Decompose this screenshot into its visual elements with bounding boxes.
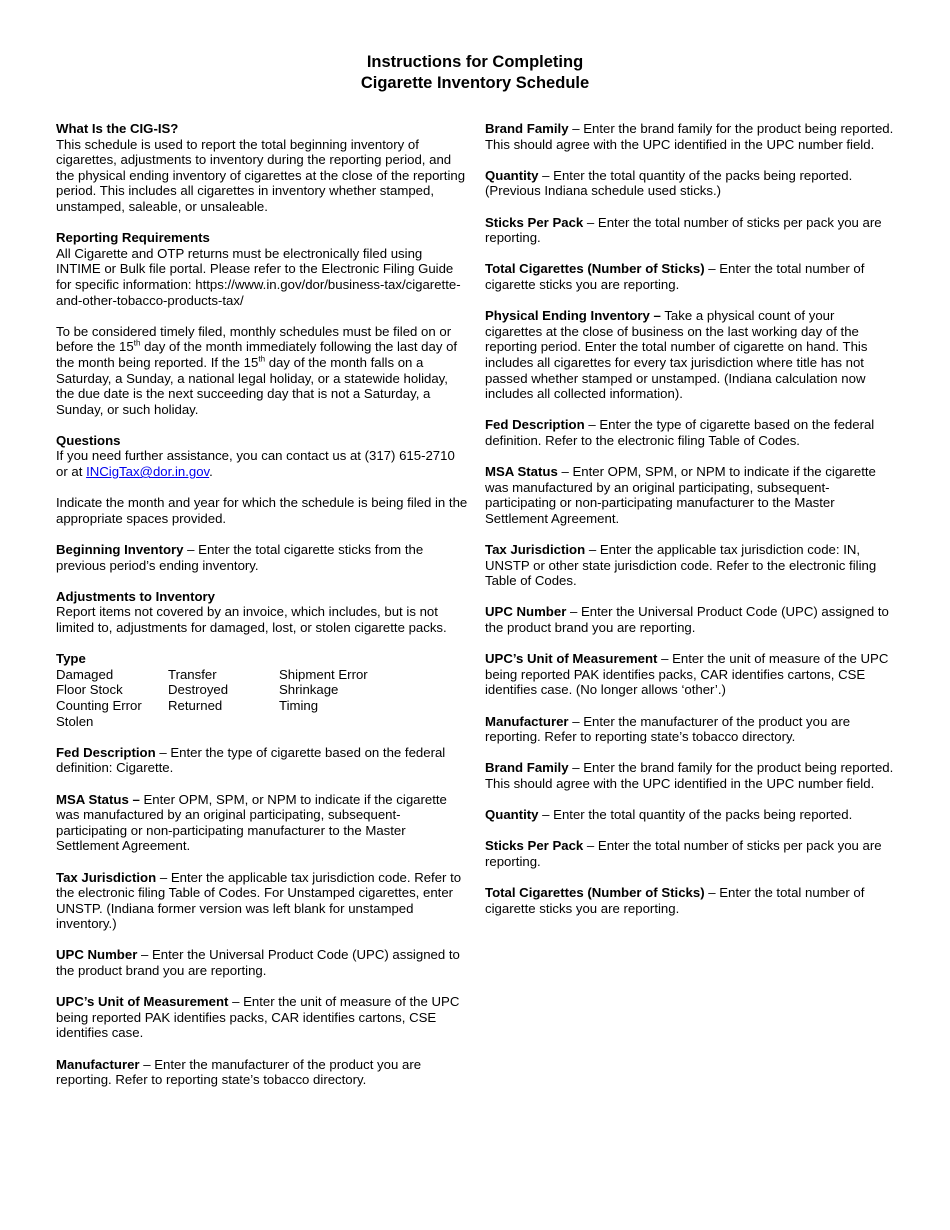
field-term: MSA Status – <box>56 791 140 807</box>
field-description: Enter OPM, SPM, or NPM to indicate if the cigarette was manufactured by an original participating, subsequent-participating or non-participating manufacturer to the Master Settlement Agreement. <box>56 791 447 854</box>
field-fed-description <box>56 745 468 776</box>
field-term: Beginning Inventory <box>56 542 184 558</box>
paragraph-timely-filed <box>56 324 468 418</box>
type-item: Stolen <box>56 713 94 729</box>
superscript: th <box>258 354 266 364</box>
section-what-is <box>56 121 468 215</box>
field-msa-status <box>56 792 468 854</box>
field-upc-unit-of-measurement <box>485 651 895 698</box>
type-item: Shrinkage <box>279 682 339 698</box>
field-term: Manufacturer <box>56 1056 140 1072</box>
section-heading: Reporting Requirements <box>56 230 210 246</box>
type-item: Damaged <box>56 666 114 682</box>
field-term: Physical Ending Inventory – <box>485 308 661 324</box>
field-upc-number <box>56 947 468 978</box>
field-total-cigarettes <box>485 261 895 292</box>
field-description: – Enter the unit of measure of the UPC being reported PAK identifies packs, CAR identifies cartons, CSE identifies case. <box>56 994 460 1041</box>
field-brand-family <box>485 760 895 791</box>
field-description: – Enter the total cigarette sticks from the previous period’s ending inventory. <box>56 542 424 573</box>
section-heading: Type <box>56 651 86 667</box>
title-line-1: Instructions for Completing <box>366 53 584 71</box>
field-description: – Enter the total number of sticks per pack you are reporting. <box>485 838 882 869</box>
superscript: th <box>133 338 141 348</box>
text: day of the month falls on a Saturday, a Sunday, a national legal holiday, or a statewide holiday, the due date is the next succeeding day that is not a Saturday, a Sunday, or such holiday. <box>56 354 448 417</box>
field-term: Brand Family <box>485 760 569 776</box>
type-list <box>56 667 468 729</box>
field-description: – Enter the unit of measure of the UPC being reported PAK identifies packs, CAR identifies cartons, CSE identifies case. (No longer allows ‘other’.) <box>485 651 889 698</box>
field-term: Sticks Per Pack <box>485 214 584 230</box>
field-description: – Enter the total number of cigarette sticks you are reporting. <box>485 261 865 292</box>
field-manufacturer <box>485 714 895 745</box>
type-item: Transfer <box>168 666 217 682</box>
field-physical-ending-inventory <box>485 308 895 402</box>
type-item: Returned <box>168 697 223 713</box>
field-description: – Enter the type of cigarette based on the federal definition: Cigarette. <box>56 744 446 776</box>
field-tax-jurisdiction <box>485 542 895 589</box>
section-adjustments <box>56 589 468 636</box>
section-heading: What Is the CIG-IS? <box>56 121 179 136</box>
field-description: – Enter the brand family for the product being reported. This should agree with the UPC identified in the UPC number field. <box>485 760 894 791</box>
field-description: Take a physical count of your cigarettes at the close of business on the last working day of the reporting period. Enter the total number of cigarette on hand. This includes all cigarettes for every tax jurisdiction where title has not passed whether stamped or unstamped. (Indiana calculation now includes all collected information). <box>485 308 868 402</box>
field-description: – Enter the manufacturer of the product you are reporting. Refer to reporting state’s tobacco directory. <box>56 1056 422 1088</box>
field-description: – Enter OPM, SPM, or NPM to indicate if the cigarette was manufactured by an original participating, subsequent-participating or non-participating manufacturer to the Master Settlement Agreement. <box>485 464 876 526</box>
email-link[interactable]: INCigTax@dor.in.gov <box>86 464 210 480</box>
section-heading: Adjustments to Inventory <box>56 588 215 604</box>
field-fed-description <box>485 417 895 448</box>
field-description: – Enter the total number of cigarette sticks you are reporting. <box>485 885 865 916</box>
text: . <box>209 464 213 480</box>
section-heading: Questions <box>56 432 121 448</box>
field-quantity <box>485 807 895 823</box>
field-term: Total Cigarettes (Number of Sticks) <box>485 885 705 901</box>
paragraph-indicate-month: Indicate the month and year for which the schedule is being filed in the appropriate spaces provided. <box>56 495 468 526</box>
field-quantity <box>485 168 895 199</box>
field-term: UPC Number <box>56 947 138 963</box>
field-description: – Enter the total quantity of the packs being reported. (Previous Indiana schedule used sticks.) <box>485 167 853 199</box>
type-item: Destroyed <box>168 682 229 698</box>
field-upc-unit-of-measurement <box>56 994 468 1041</box>
section-reporting-requirements <box>56 230 468 308</box>
field-term: Fed Description <box>56 744 156 760</box>
type-item: Timing <box>279 697 319 713</box>
field-beginning-inventory <box>56 542 468 573</box>
field-sticks-per-pack <box>485 215 895 246</box>
field-brand-family <box>485 121 895 152</box>
field-term: UPC’s Unit of Measurement <box>485 651 658 667</box>
field-description: – Enter the total number of sticks per pack you are reporting. <box>485 214 882 246</box>
field-term: Quantity <box>485 807 539 823</box>
field-msa-status <box>485 464 895 526</box>
section-body: This schedule is used to report the total beginning inventory of cigarettes, adjustments to inventory during the reporting period, and the physical ending inventory of cigarettes at the close of the reporting period. This includes all cigarettes in inventory whether stamped, unstamped, saleable, or unsaleable. <box>56 136 466 214</box>
section-type <box>56 651 468 729</box>
section-questions <box>56 433 468 480</box>
field-description: – Enter the total quantity of the packs being reported. <box>538 807 853 823</box>
field-description: – Enter the applicable tax jurisdiction code: IN, UNSTP or other state jurisdiction code. Refer to the electronic filing Table of Codes. <box>485 542 877 589</box>
text: To be considered timely filed, monthly schedules must be filed on or before the 15 <box>56 323 452 355</box>
field-description: – Enter the Universal Product Code (UPC) assigned to the product brand you are reporting. <box>485 604 889 635</box>
title-line-2: Cigarette Inventory Schedule <box>360 74 590 92</box>
field-description: – Enter the applicable tax jurisdiction code. Refer to the electronic filing Table of Codes. For Unstamped cigarettes, enter UNSTP. (Indiana former version was left blank for unstamped inventory.) <box>56 869 462 932</box>
field-term: Tax Jurisdiction <box>56 869 157 885</box>
field-total-cigarettes <box>485 885 895 916</box>
field-description: – Enter the Universal Product Code (UPC) assigned to the product brand you are reporting. <box>56 947 460 979</box>
field-term: Total Cigarettes (Number of Sticks) <box>485 261 705 277</box>
section-body: Report items not covered by an invoice, which includes, but is not limited to, adjustments for damaged, lost, or stolen cigarette packs. <box>56 604 447 635</box>
type-item: Shipment Error <box>279 666 368 682</box>
field-term: Quantity <box>485 167 539 183</box>
left-column <box>56 121 468 1103</box>
type-item: Counting Error <box>56 697 142 713</box>
field-upc-number <box>485 604 895 635</box>
section-body: If you need further assistance, you can contact us at (317) 615-2710 or at <box>56 448 455 480</box>
page-title <box>0 52 950 94</box>
field-term: Sticks Per Pack <box>485 838 584 854</box>
field-term: Manufacturer <box>485 713 569 729</box>
section-body: All Cigarette and OTP returns must be electronically filed using INTIME or Bulk file portal. Please refer to the Electronic Filing Guide for specific information: https://www.in.gov/dor/business-tax/cigarette-and-other-tobacco-products-tax/ <box>56 245 461 308</box>
field-term: MSA Status <box>485 464 558 480</box>
field-term: UPC’s Unit of Measurement <box>56 994 229 1010</box>
field-term: UPC Number <box>485 604 567 620</box>
field-description: – Enter the type of cigarette based on the federal definition. Refer to the electronic filing Table of Codes. <box>485 417 875 448</box>
field-term: Tax Jurisdiction <box>485 542 586 558</box>
right-column <box>485 121 895 932</box>
text: day of the month immediately following the last day of the month being reported. If the 15 <box>56 339 458 370</box>
type-item: Floor Stock <box>56 682 123 698</box>
field-description: – Enter the manufacturer of the product you are reporting. Refer to reporting state’s tobacco directory. <box>485 713 851 745</box>
field-description: – Enter the brand family for the product being reported. This should agree with the UPC identified in the UPC number field. <box>485 121 894 152</box>
field-tax-jurisdiction <box>56 870 468 932</box>
field-sticks-per-pack <box>485 838 895 869</box>
field-term: Brand Family <box>485 121 569 136</box>
field-term: Fed Description <box>485 417 585 433</box>
field-manufacturer <box>56 1057 468 1088</box>
